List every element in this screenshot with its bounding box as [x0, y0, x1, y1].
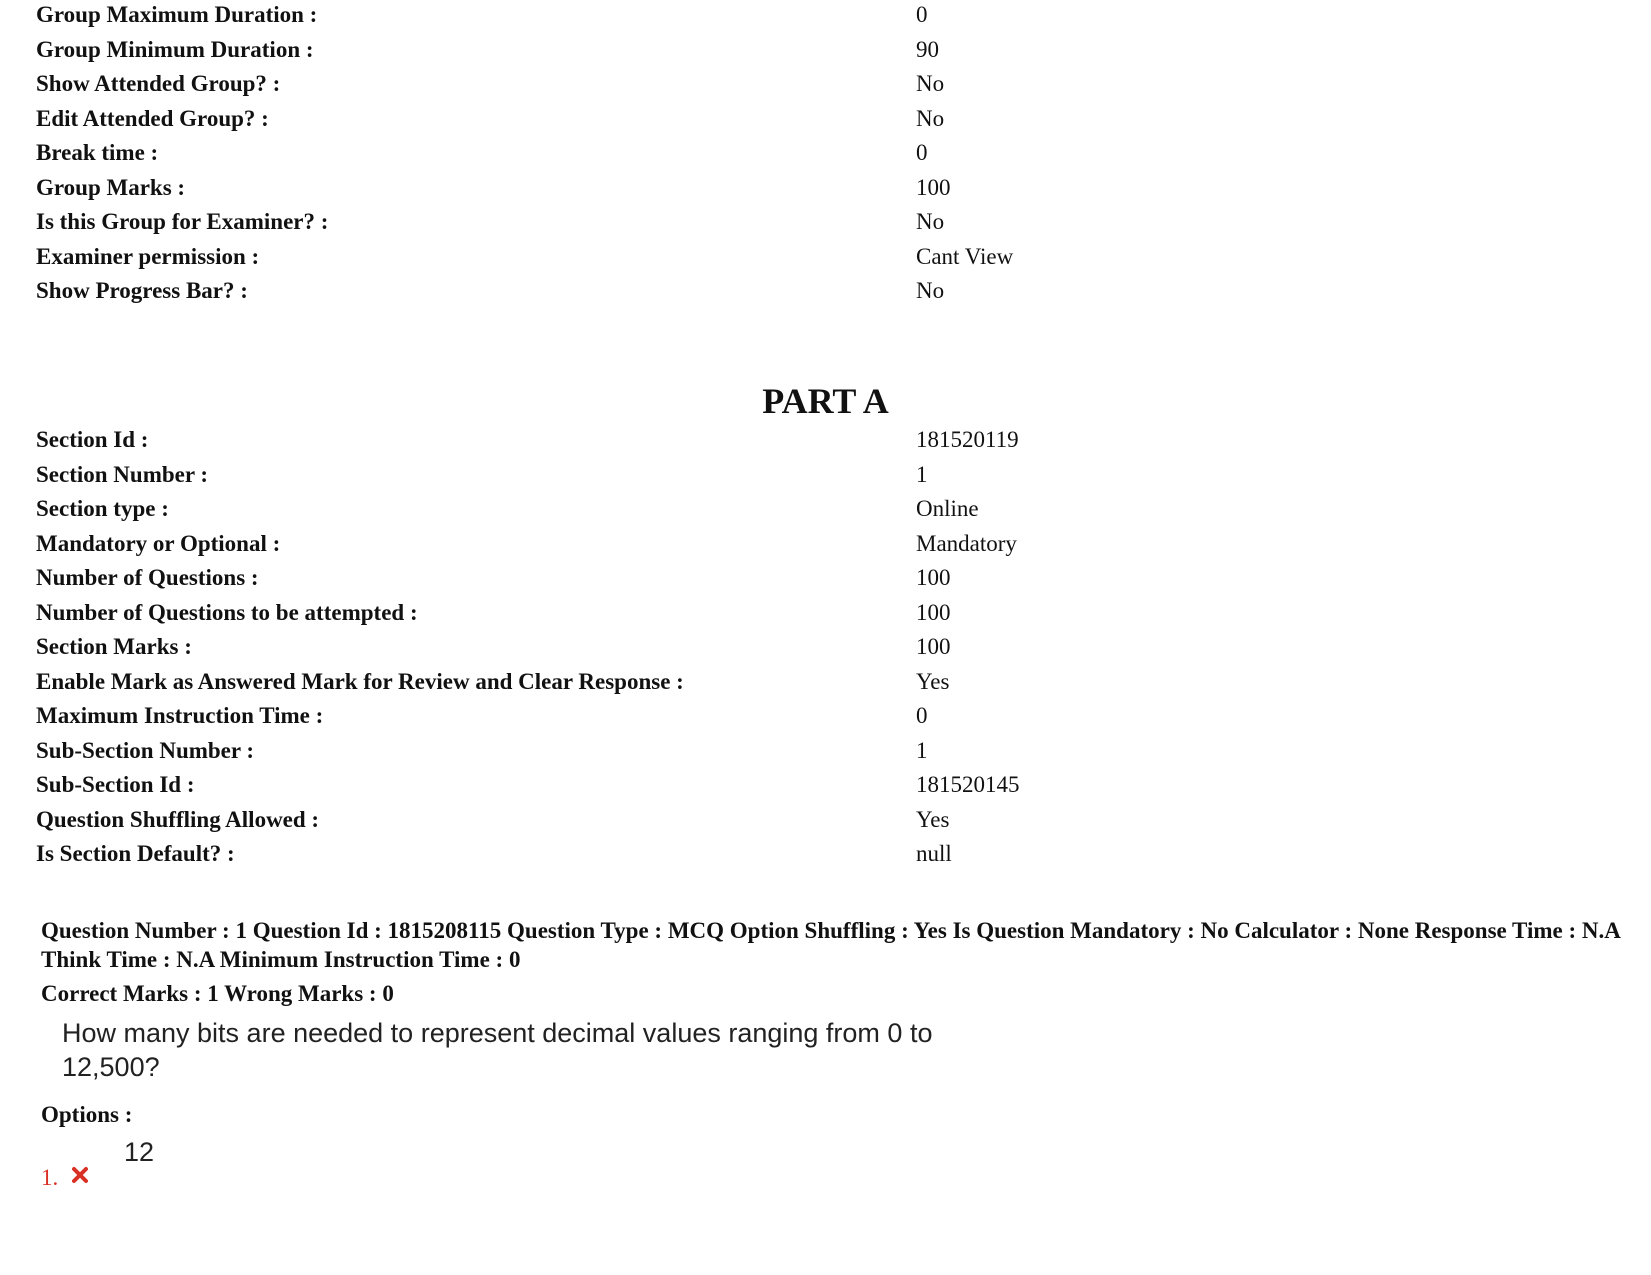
field-value: 100 — [916, 634, 951, 659]
field-value: No — [916, 278, 945, 303]
question-text: How many bits are needed to represent decimal values ranging from 0 to 12,500? — [62, 1018, 933, 1082]
field-value: 100 — [916, 174, 951, 200]
field-label: Question Shuffling Allowed : — [36, 806, 320, 832]
field-label: Sub-Section Id : — [36, 772, 195, 797]
field-label: Number of Questions to be attempted : — [36, 599, 418, 625]
part-title: PART A — [762, 381, 889, 421]
field-label: Maximum Instruction Time : — [36, 703, 324, 728]
field-value: 181520145 — [916, 772, 1020, 797]
section-setting-row — [36, 494, 1236, 529]
field-value: Yes — [916, 806, 950, 832]
field-label: Group Maximum Duration : — [36, 2, 318, 27]
group-settings-table — [36, 0, 1236, 311]
field-value: 0 — [916, 703, 928, 728]
section-setting-row — [36, 632, 1236, 667]
group-setting-row — [36, 104, 1236, 139]
group-setting-row — [36, 69, 1236, 104]
section-setting-row — [36, 736, 1236, 771]
section-setting-row — [36, 667, 1236, 702]
group-setting-row — [36, 276, 1236, 311]
section-setting-row — [36, 529, 1236, 564]
section-setting-row — [36, 563, 1236, 598]
field-value: No — [916, 209, 945, 234]
field-value: Online — [916, 496, 979, 521]
field-value: null — [916, 841, 952, 866]
field-value: 0 — [916, 2, 928, 27]
field-label: Mandatory or Optional : — [36, 530, 281, 556]
group-setting-row — [36, 138, 1236, 173]
section-setting-row — [36, 598, 1236, 633]
field-label: Number of Questions : — [36, 565, 259, 590]
options-label: Options : — [41, 1102, 133, 1127]
option-text: 12 — [124, 1137, 155, 1167]
field-label: Edit Attended Group? : — [36, 105, 269, 131]
section-settings-table — [36, 425, 1236, 874]
section-setting-row — [36, 701, 1236, 736]
field-label: Is Section Default? : — [36, 841, 235, 866]
field-value: 100 — [916, 599, 951, 625]
field-label: Group Marks : — [36, 174, 186, 200]
group-setting-row — [36, 207, 1236, 242]
section-setting-row — [36, 425, 1236, 460]
wrong-cross-icon — [70, 1165, 90, 1185]
field-value: Yes — [916, 668, 950, 694]
section-setting-row — [36, 460, 1236, 495]
field-value: 1 — [916, 461, 928, 487]
field-value: Cant View — [916, 243, 1014, 269]
section-setting-row — [36, 805, 1236, 840]
field-label: Section Marks : — [36, 634, 192, 659]
field-value: 90 — [916, 36, 939, 62]
field-label: Show Progress Bar? : — [36, 278, 248, 303]
question-meta: Question Number : 1 Question Id : 1815208115 Question Type : MCQ Option Shuffling : Yes Is Question Mandatory : No Calculator : None Response Time : N.A Think Time : N.A Minimum Instruction Time : 0 — [41, 918, 1620, 972]
field-value: No — [916, 71, 945, 96]
field-value: No — [916, 105, 945, 131]
field-label: Section type : — [36, 496, 169, 521]
field-label: Enable Mark as Answered Mark for Review and Clear Response : — [36, 668, 684, 694]
question-marks: Correct Marks : 1 Wrong Marks : 0 — [41, 981, 394, 1006]
field-value: 181520119 — [916, 427, 1019, 452]
group-setting-row — [36, 173, 1236, 208]
field-label: Section Id : — [36, 427, 149, 452]
group-setting-row — [36, 0, 1236, 35]
field-value: 100 — [916, 565, 951, 590]
option-number: 1. — [41, 1165, 59, 1190]
field-value: Mandatory — [916, 530, 1017, 556]
field-label: Section Number : — [36, 461, 209, 487]
field-value: 1 — [916, 737, 928, 763]
group-setting-row — [36, 242, 1236, 277]
section-setting-row — [36, 770, 1236, 805]
group-setting-row — [36, 35, 1236, 70]
field-value: 0 — [916, 140, 928, 165]
field-label: Examiner permission : — [36, 243, 260, 269]
section-setting-row — [36, 839, 1236, 874]
field-label: Break time : — [36, 140, 159, 165]
field-label: Group Minimum Duration : — [36, 36, 314, 62]
field-label: Show Attended Group? : — [36, 71, 281, 96]
field-label: Is this Group for Examiner? : — [36, 209, 329, 234]
field-label: Sub-Section Number : — [36, 737, 255, 763]
option-item — [41, 1135, 441, 1195]
